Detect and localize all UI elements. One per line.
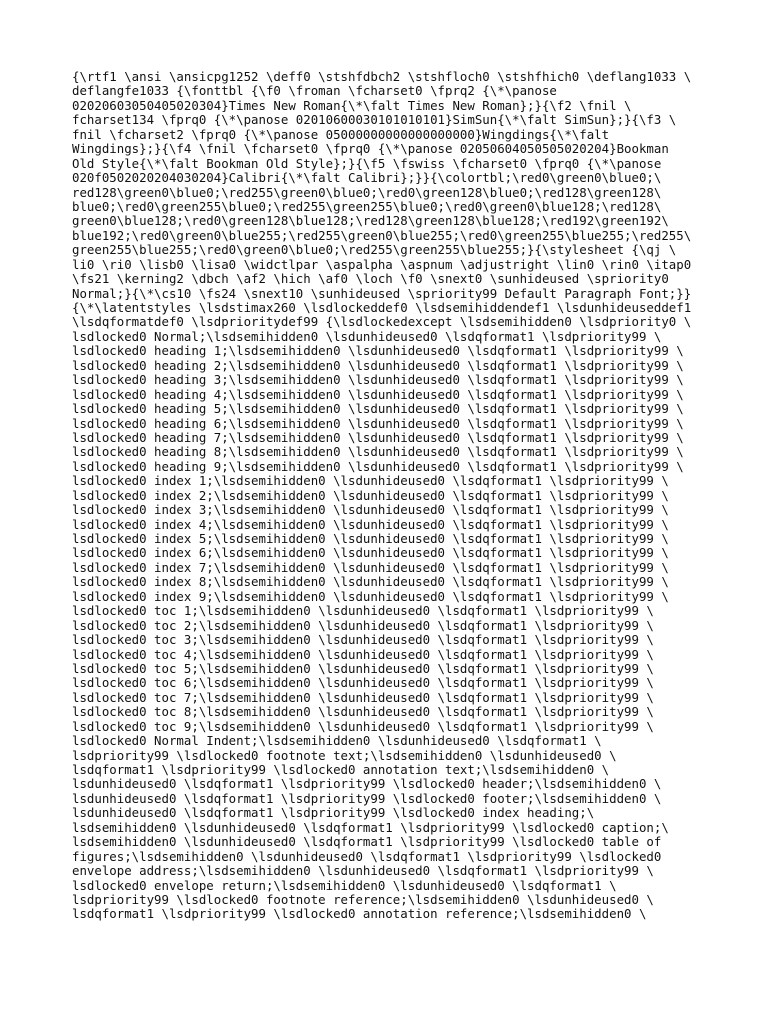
code-line: Old Style{\*\falt Bookman Old Style};}{\f5 \fswiss \fcharset0 \fprq0 {\*\panose [72,155,662,171]
code-line: lsdlocked0 heading 4;\lsdsemihidden0 \lsdunhideused0 \lsdqformat1 \lsdpriority99 \ [72,386,684,402]
code-line: lsdsemihidden0 \lsdunhideused0 \lsdqformat1 \lsdpriority99 \lsdlocked0 table of [72,834,662,850]
code-line: lsdlocked0 index 2;\lsdsemihidden0 \lsdunhideused0 \lsdqformat1 \lsdpriority99 \ [72,487,669,503]
code-line: lsdlocked0 Normal;\lsdsemihidden0 \lsdunhideused0 \lsdqformat1 \lsdpriority99 \ [72,328,662,344]
code-line: lsdqformat1 \lsdpriority99 \lsdlocked0 annotation text;\lsdsemihidden0 \ [72,762,610,777]
code-line: lsdlocked0 index 6;\lsdsemihidden0 \lsdunhideused0 \lsdqformat1 \lsdpriority99 \ [72,545,669,561]
rtf-code-text [72,70,712,922]
code-line: lsdlocked0 index 1;\lsdsemihidden0 \lsdunhideused0 \lsdqformat1 \lsdpriority99 \ [72,473,669,489]
code-line: lsdpriority99 \lsdlocked0 footnote reference;\lsdsemihidden0 \lsdunhideused0 \ [72,891,654,907]
code-line: lsdunhideused0 \lsdqformat1 \lsdpriority99 \lsdlocked0 header;\lsdsemihidden0 \ [72,776,662,792]
code-line: lsdlocked0 heading 3;\lsdsemihidden0 \lsdunhideused0 \lsdqformat1 \lsdpriority99 \ [72,372,684,388]
code-line: figures;\lsdsemihidden0 \lsdunhideused0 \lsdqformat1 \lsdpriority99 \lsdlocked0 [72,848,662,864]
code-line: lsdlocked0 index 4;\lsdsemihidden0 \lsdunhideused0 \lsdqformat1 \lsdpriority99 \ [72,516,669,532]
code-line: lsdlocked0 index 8;\lsdsemihidden0 \lsdunhideused0 \lsdqformat1 \lsdpriority99 \ [72,574,669,590]
code-line: lsdpriority99 \lsdlocked0 footnote text;\lsdsemihidden0 \lsdunhideused0 \ [72,747,617,763]
code-line: lsdlocked0 index 7;\lsdsemihidden0 \lsdunhideused0 \lsdqformat1 \lsdpriority99 \ [72,559,669,575]
code-line: Wingdings};}{\f4 \fnil \fcharset0 \fprq0 {\*\panose 02050604050505020204}Bookman [72,141,669,157]
code-line: lsdlocked0 heading 8;\lsdsemihidden0 \lsdunhideused0 \lsdqformat1 \lsdpriority99 \ [72,444,684,460]
code-line: lsdlocked0 index 9;\lsdsemihidden0 \lsdunhideused0 \lsdqformat1 \lsdpriority99 \ [72,588,669,604]
code-line: lsdlocked0 envelope return;\lsdsemihidden0 \lsdunhideused0 \lsdqformat1 \ [72,877,617,893]
code-line: green0\blue128;\red0\green128\blue128;\red128\green128\blue128;\red192\green192\ [72,213,669,229]
code-line: {\*\latentstyles \lsdstimax260 \lsdlockeddef0 \lsdsemihiddendef1 \lsdunhideuseddef1 [72,300,692,315]
code-line: 020f0502020204030204}Calibri{\*\falt Calibri};}}{\colortbl;\red0\green0\blue0;\ [72,170,662,186]
code-line: blue0;\red0\green255\blue0;\red255\green255\blue0;\red0\green0\blue128;\red128\ [72,198,662,214]
code-line: lsdlocked0 heading 5;\lsdsemihidden0 \lsdunhideused0 \lsdqformat1 \lsdpriority99 \ [72,401,684,417]
code-line: lsdlocked0 heading 1;\lsdsemihidden0 \lsdunhideused0 \lsdqformat1 \lsdpriority99 \ [72,343,684,359]
code-line: lsdlocked0 toc 4;\lsdsemihidden0 \lsdunhideused0 \lsdqformat1 \lsdpriority99 \ [72,646,654,662]
code-line: lsdlocked0 toc 5;\lsdsemihidden0 \lsdunhideused0 \lsdqformat1 \lsdpriority99 \ [72,660,654,676]
code-line: red128\green0\blue0;\red255\green0\blue0;\red0\green128\blue0;\red128\green128\ [72,184,662,200]
code-line: {\rtf1 \ansi \ansicpg1252 \deff0 \stshfdbch2 \stshfloch0 \stshfhich0 \deflang1033 \ [72,69,692,84]
code-line: lsdlocked0 heading 2;\lsdsemihidden0 \lsdunhideused0 \lsdqformat1 \lsdpriority99 \ [72,357,684,373]
code-line: blue192;\red0\green0\blue255;\red255\green0\blue255;\red0\green255\blue255;\red255\ [72,227,692,243]
code-line: lsdlocked0 toc 3;\lsdsemihidden0 \lsdunhideused0 \lsdqformat1 \lsdpriority99 \ [72,632,654,648]
code-line: lsdlocked0 index 3;\lsdsemihidden0 \lsdunhideused0 \lsdqformat1 \lsdpriority99 \ [72,502,669,518]
code-line: lsdsemihidden0 \lsdunhideused0 \lsdqformat1 \lsdpriority99 \lsdlocked0 caption;\ [72,819,669,835]
code-line: lsdlocked0 toc 8;\lsdsemihidden0 \lsdunhideused0 \lsdqformat1 \lsdpriority99 \ [72,704,654,720]
code-line: deflangfe1033 {\fonttbl {\f0 \froman \fcharset0 \fprq2 {\*\panose [72,83,557,99]
code-line: Normal;}{\*\cs10 \fs24 \snext10 \sunhideused \spriority99 Default Paragraph Font;}} [72,285,692,301]
code-line: \lsdqformatdef0 \lsdprioritydef99 {\lsdlockedexcept \lsdsemihidden0 \lsdpriority0 \ [72,314,692,330]
code-line: lsdunhideused0 \lsdqformat1 \lsdpriority99 \lsdlocked0 index heading;\ [72,805,595,821]
code-line: fnil \fcharset2 \fprq0 {\*\panose 05000000000000000000}Wingdings{\*\falt [72,126,610,142]
code-line: lsdlocked0 Normal Indent;\lsdsemihidden0 \lsdunhideused0 \lsdqformat1 \ [72,733,602,749]
code-line: lsdlocked0 heading 6;\lsdsemihidden0 \lsdunhideused0 \lsdqformat1 \lsdpriority99 \ [72,415,684,431]
code-line: lsdunhideused0 \lsdqformat1 \lsdpriority99 \lsdlocked0 footer;\lsdsemihidden0 \ [72,790,662,806]
code-line: 02020603050405020304}Times New Roman{\*\falt Times New Roman};}{\f2 \fnil \ [72,97,632,113]
code-line: \fs21 \kerning2 \dbch \af2 \hich \af0 \loch \f0 \snext0 \sunhideused \spriority0 [72,271,669,287]
code-line: envelope address;\lsdsemihidden0 \lsdunhideused0 \lsdqformat1 \lsdpriority99 \ [72,863,654,879]
code-line: lsdlocked0 heading 9;\lsdsemihidden0 \lsdunhideused0 \lsdqformat1 \lsdpriority99 \ [72,458,684,474]
code-line: lsdlocked0 toc 2;\lsdsemihidden0 \lsdunhideused0 \lsdqformat1 \lsdpriority99 \ [72,617,654,633]
code-line: fcharset134 \fprq0 {\*\panose 02010600030101010101}SimSun{\*\falt SimSun};}{\f3 \ [72,112,677,128]
code-line: lsdlocked0 heading 7;\lsdsemihidden0 \lsdunhideused0 \lsdqformat1 \lsdpriority99 \ [72,429,684,445]
code-line: lsdlocked0 toc 6;\lsdsemihidden0 \lsdunhideused0 \lsdqformat1 \lsdpriority99 \ [72,675,654,691]
code-line: lsdqformat1 \lsdpriority99 \lsdlocked0 annotation reference;\lsdsemihidden0 \ [72,906,647,922]
code-line: lsdlocked0 toc 9;\lsdsemihidden0 \lsdunhideused0 \lsdqformat1 \lsdpriority99 \ [72,718,654,734]
code-line: li0 \ri0 \lisb0 \lisa0 \widctlpar \aspalpha \aspnum \adjustright \lin0 \rin0 \itap0 [72,256,692,272]
code-line: lsdlocked0 toc 7;\lsdsemihidden0 \lsdunhideused0 \lsdqformat1 \lsdpriority99 \ [72,689,654,705]
code-line: lsdlocked0 index 5;\lsdsemihidden0 \lsdunhideused0 \lsdqformat1 \lsdpriority99 \ [72,531,669,546]
code-line: lsdlocked0 toc 1;\lsdsemihidden0 \lsdunhideused0 \lsdqformat1 \lsdpriority99 \ [72,603,654,619]
code-line: green255\blue255;\red0\green0\blue0;\red255\green255\blue255;}{\stylesheet {\qj \ [72,242,677,258]
